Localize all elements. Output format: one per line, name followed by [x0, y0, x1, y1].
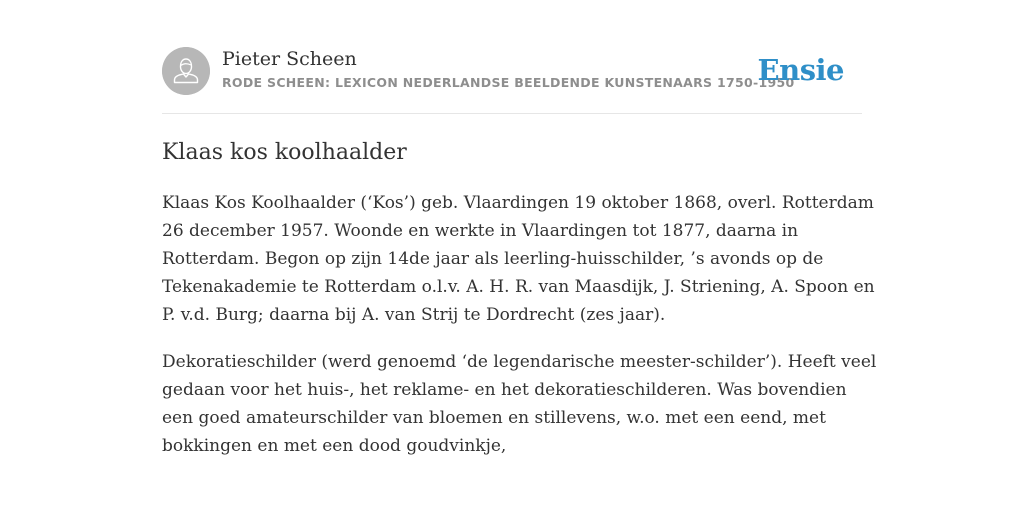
article-card: [162, 47, 877, 479]
article-paragraph-2: Dekoratieschilder (werd genoemd ‘de legendarische meester-schilder’). Heeft veel gedaan voor het huis-, het reklame- en het dekoratieschilderen. Was bovendien een goed amateurschilder van bloemen en stillevens, w.o. met een eend, met bokkingen en met een dood goudvinkje,: [162, 352, 877, 456]
author-avatar[interactable]: [162, 47, 210, 95]
user-silhouette-icon: [162, 47, 210, 95]
article-header: [162, 47, 862, 114]
source-label[interactable]: RODE SCHEEN: LEXICON NEDERLANDSE BEELDENDE KUNSTENAARS 1750-1950: [222, 75, 795, 90]
article-title: Klaas kos koolhaalder: [162, 140, 407, 165]
article-paragraph-1: Klaas Kos Koolhaalder (‘Kos’) geb. Vlaardingen 19 oktober 1868, overl. Rotterdam 26 december 1957. Woonde en werkte in Vlaardingen tot 1877, daarna in Rotterdam. Begon op zijn 14de jaar als leerling-huisschilder, ’s avonds op de Tekenakademie te Rotterdam o.l.v. A. H. R. van Maasdijk, J. Striening, A. Spoon en P. v.d. Burg; daarna bij A. van Strij te Dordrecht (zes jaar).: [162, 193, 875, 325]
article-body: [162, 189, 882, 460]
author-name[interactable]: Pieter Scheen: [222, 48, 357, 70]
ensie-logo[interactable]: Ensie: [757, 53, 844, 87]
